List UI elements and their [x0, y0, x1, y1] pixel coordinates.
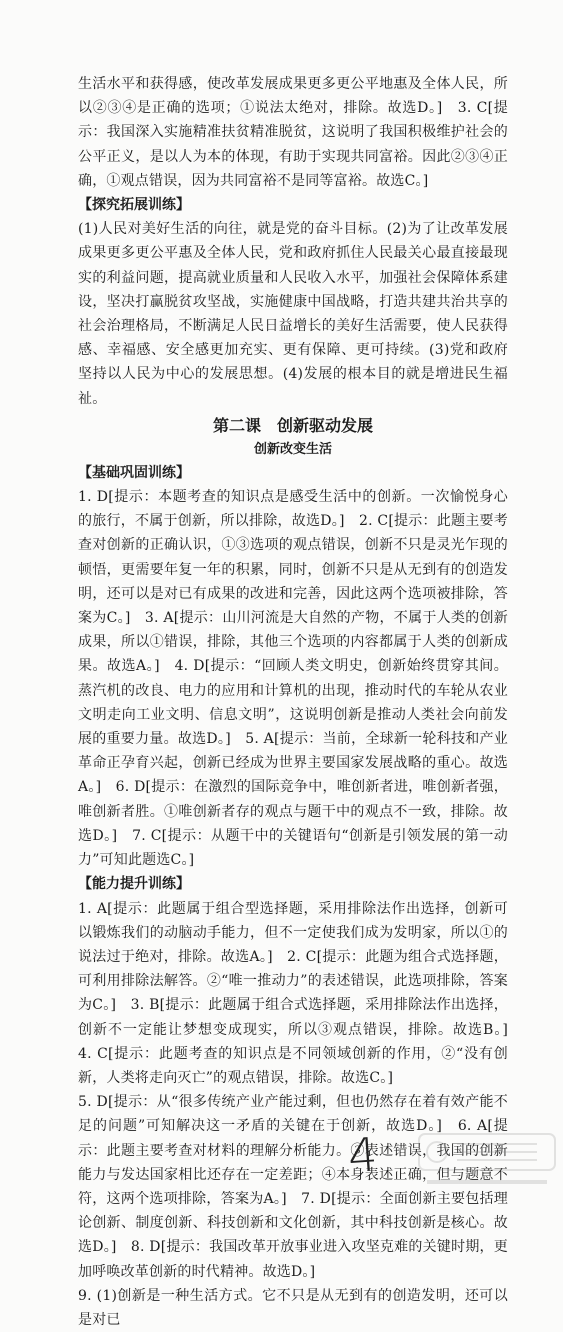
paragraph-question-9: 9. (1)创新是一种生活方式。它不只是从无到有的创造发明，还可以是对已: [78, 1287, 508, 1328]
handwritten-page-number: 4: [346, 1127, 380, 1183]
paragraph-basic-answers: 1. D[提示：本题考查的知识点是感受生活中的创新。一次愉悦身心的旅行，不属于创新，所以排除，故选D。] 2. C[提示：此题主要考查对创新的正确认识，①③选项的观点错误，创新不只是灵光乍现的顿悟，更需要年复一年的积累，同时，创新不只是从无到有的创造发明，还可以是对已有成果的改进和完善，因此这两个选项被排除，答案为C。] 3. A[提示：山川河流是大自然的产物，不属于人类的创新成果，所以①错误，排除，其他三个选项的内容都属于人类的创新成果。故选A。] 4. D[提示：“回顾人类文明史，创新始终贯穿其间。蒸汽机的改良、电力的应用和计算机的出现，推动时代的车轮从农业文明走向工业文明、信息文明”，这说明创新是推动人类社会向前发展的重要力量。故选D。] 5. A[提示：当前，全球新一轮科技和产业革命正孕育兴起，创新已经成为世界主要国家发展战略的重心。故选A。] 6. D[提示：在激烈的国际竞争中，唯创新者进，唯创新者强，唯创新者胜。①唯创新者存的观点与题干中的观点不一致，排除。故选D。] 7. C[提示：从题干中的关键语句“创新是引领发展的第一动力”可知此题选C。]: [78, 489, 508, 869]
section-heading-basic: 【基础巩固训练】: [78, 464, 190, 481]
lesson-title: 第二课 创新驱动发展: [212, 415, 373, 435]
section-heading-ability: 【能力提升训练】: [78, 876, 190, 893]
paragraph-answers-1: 生活水平和获得感，使改革发展成果更多更公平地惠及全体人民，所以②③④是正确的选项；①说法太绝对，排除。故选D。] 3. C[提示：我国深入实施精准扶贫精准脱贫，这说明了我国积极维护社会的公平正义，是以人为本的体现，有助于实现共同富裕。因此②③④正确，①观点错误，因为共同富裕不是同等富裕。故选C。]: [78, 76, 508, 189]
lesson-subtitle: 创新改变生活: [253, 441, 332, 457]
paragraph-ability-answers-1: 1. A[提示：此题属于组合型选择题，采用排除法作出选择，创新可以锻炼我们的动脑动手能力，但不一定使我们成为发明家，所以①的说法过于绝对，排除。故选A。] 2. C[提示：此题为组合式选择题，可利用排除法解答。②“唯一推动力”的表述错误，此选项排除，答案为C。] 3. B[提示：此题属于组合式选择题，采用排除法作出选择，创新不一定能让梦想变成现实，所以③观点错误，排除。故选B。] 4. C[提示：此题考查的知识点是不同领域创新的作用，②“没有创新，人类将走向灭亡”的观点错误，排除。故选C。]: [78, 900, 523, 1086]
paragraph-explore: (1)人民对美好生活的向往，就是党的奋斗目标。(2)为了让改革发展成果更多更公平惠及全体人民，党和政府抓住人民最关心最直接最现实的利益问题，提高就业质量和人民收入水平，加强社会保障体系建设，坚决打赢脱贫攻坚战，实施健康中国战略，打造共建共治共享的社会治理格局，不断满足人民日益增长的美好生活需要，使人民获得感、幸福感、安全感更加充实、更有保障、更可持续。(3)党和政府坚持以人民为中心的发展思想。(4)发展的根本目的就是增进民生福祉。: [78, 221, 508, 407]
paragraph-ability-answers-2: 5. D[提示：从“很多传统产业产能过剩，但也仍然存在着有效产能不足的问题”可知解决这一矛盾的关键在于创新，故选D。] 6. A[提示：此题主要考查对材料的理解分析能力。③表述错误，我国的创新能力与发达国家相比还存在一定差距；④本身表述正确，但与题意不符，这两个选项排除，答案为A。] 7. D[提示：全面创新主要包括理论创新、制度创新、科技创新和文化创新，其中科技创新是核心。故选D。] 8. D[提示：我国改革开放事业进入攻坚克难的关键时期，更加呼唤改革创新的时代精神。故选D。]: [78, 1094, 508, 1280]
section-heading-explore: 【探究拓展训练】: [78, 197, 190, 214]
watermark-logo: [417, 1130, 557, 1192]
